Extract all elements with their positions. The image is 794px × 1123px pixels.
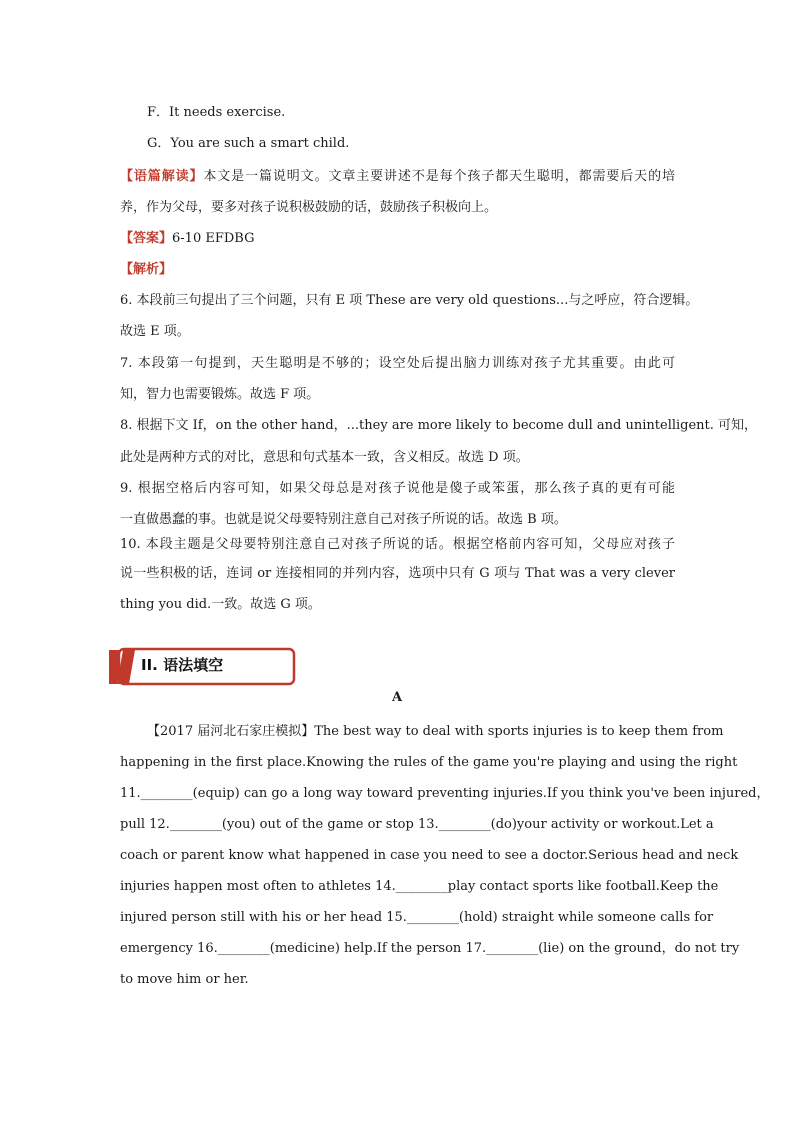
option-f: F．It needs exercise.	[147, 105, 286, 120]
passage-label: A	[391, 690, 403, 705]
section-numeral: II.	[141, 656, 158, 674]
reading-text-1: 本文是一篇说明文。文章主要讲述不是每个孩子都天生聪明，都需要后天的培	[203, 169, 675, 184]
passage-line: injuries happen most often to athletes 14.________play contact sports like football.Keep the	[120, 879, 719, 894]
passage-line: to move him or her.	[120, 972, 249, 987]
reading-tag: 【语篇解读】	[120, 169, 204, 184]
reading-note	[120, 167, 675, 187]
analysis-tag: 【解析】	[120, 262, 173, 277]
section-title	[141, 654, 223, 675]
explanation-line: 知，智力也需要锻炼。故选 F 项。	[120, 387, 320, 402]
passage-line: happening in the first place.Knowing the rules of the game you're playing and using the right	[120, 755, 738, 770]
passage-line: emergency 16.________(medicine) help.If the person 17.________(lie) on the ground，do not try	[120, 941, 740, 956]
passage-line: 【2017 届河北石家庄模拟】The best way to deal with sports injuries is to keep them from	[147, 724, 724, 739]
option-g: G．You are such a smart child.	[147, 136, 350, 151]
passage-line: coach or parent know what happened in case you need to see a doctor.Serious head and neck	[120, 848, 739, 863]
passage-line: pull 12.________(you) out of the game or stop 13.________(do)your activity or workout.Let a	[120, 817, 714, 832]
explanation-line: 6. 本段前三句提出了三个问题，只有 E 项 These are very old questions...与之呼应，符合逻辑。	[120, 293, 699, 308]
explanation-line: 此处是两种方式的对比，意思和句式基本一致，含义相反。故选 D 项。	[120, 450, 529, 465]
explanation-line: 7. 本段第一句提到，天生聪明是不够的；设空处后提出脑力训练对孩子尤其重要。由此可	[120, 356, 675, 371]
explanation-line: 10. 本段主题是父母要特别注意自己对孩子所说的话。根据空格前内容可知，父母应对孩子	[120, 537, 675, 552]
explanation-line: 9. 根据空格后内容可知，如果父母总是对孩子说他是傻子或笨蛋，那么孩子真的更有可能	[120, 481, 675, 496]
explanation-line: 说一些积极的话，连词 or 连接相同的并列内容，选项中只有 G 项与 That was a very clever	[120, 566, 675, 581]
passage-line: injured person still with his or her head 15.________(hold) straight while someone calls for	[120, 910, 714, 925]
reading-text-2: 养，作为父母，要多对孩子说积极鼓励的话，鼓励孩子积极向上。	[120, 200, 498, 215]
explanation-line: 故选 E 项。	[120, 324, 190, 339]
section-name: 语法填空	[163, 656, 224, 674]
explanation-line: thing you did.一致。故选 G 项。	[120, 597, 321, 612]
explanation-line: 一直做愚蠢的事。也就是说父母要特别注意自己对孩子所说的话。故选 B 项。	[120, 512, 567, 527]
answer-line	[120, 229, 675, 249]
answer-tag: 【答案】	[120, 231, 173, 246]
explanation-line: 8. 根据下文 If，on the other hand，...they are more likely to become dull and unintelligent. 可知，	[120, 418, 758, 433]
section-banner	[107, 646, 295, 686]
passage-line: 11.________(equip) can go a long way toward preventing injuries.If you think you've been injured，	[120, 786, 770, 801]
answer-text: 6-10 EFDBG	[172, 231, 255, 246]
